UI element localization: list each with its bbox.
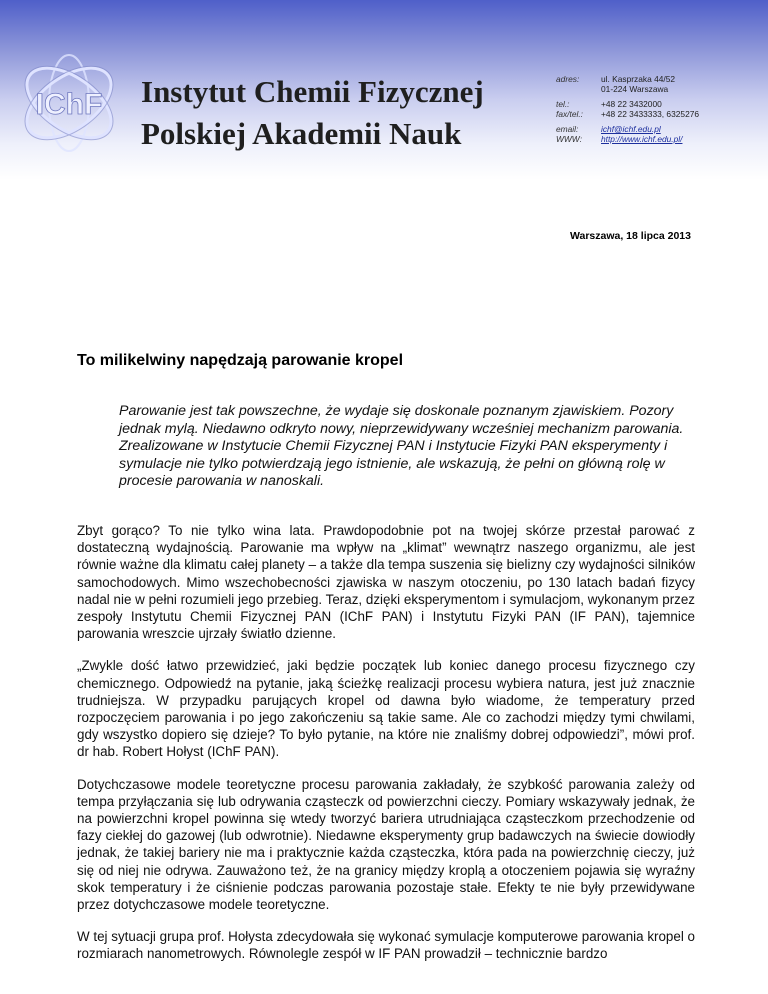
ichf-logo (14, 48, 124, 158)
article-body (77, 522, 695, 978)
fax-value: +48 22 3433333, 6325276 (601, 109, 700, 119)
logo-lettering: IChF (35, 88, 103, 121)
headline: To milikelwiny napędzają parowanie kropel (77, 352, 404, 369)
tel-value: +48 22 3432000 (601, 99, 662, 109)
fax-label: fax/tel.: (556, 109, 583, 119)
address-line1: ul. Kasprzaka 44/52 (601, 74, 676, 84)
www-label: WWW: (556, 134, 583, 144)
tel-label: tel.: (556, 99, 570, 109)
contact-block (556, 74, 756, 144)
email-link[interactable]: ichf@ichf.edu.pl (601, 124, 661, 134)
institute-name-line1: Instytut Chemii Fizycznej (141, 74, 484, 109)
address-label: adres: (556, 74, 580, 84)
institute-name-line2: Polskiej Akademii Nauk (141, 116, 462, 151)
body-paragraph: Dotychczasowe modele teoretyczne procesu parowania zakładały, że szybkość parowania zależy od tempa przyłączania się lub odrywania cząsteczk od powierzchni cieczy. Pomiary wskazywały jednak, że na powierzchni kropel powinna się wtedy tworzyć bariera utrudniająca cząsteczkom przechodzenie od fazy ciekłej do gazowej (lub odwrotnie). Niedawne eksperymenty grup badawczych na świecie dowiodły jednak, że takiej bariery nie ma i praktycznie każda cząsteczka, która pada na powierzchnię cieczy, już się od niej nie odrywa. Zauważono też, że na granicy między kroplą a otoczeniem pojawia się wyraźny skok temperatury i że ciśnienie podczas parowania pozostaje stałe. Efekty te nie były przewidywane przez dotychczasowe modele teoretyczne. (77, 776, 695, 913)
email-label: email: (556, 124, 579, 134)
institute-name (141, 71, 484, 155)
lead-paragraph: Parowanie jest tak powszechne, że wydaje się doskonale poznanym zjawiskiem. Pozory jednak mylą. Niedawno odkryto nowy, nieprzewidywany wcześniej mechanizm parowania. Zrealizowane w Instytucie Chemii Fizycznej PAN i Instytucie Fizyki PAN eksperymenty i symulacje nie tylko potwierdzają jego istnienie, ale wskazują, że pełni on główną rolę w procesie parowania w nanoskali. (119, 403, 684, 489)
body-paragraph: Zbyt gorąco? To nie tylko wina lata. Prawdopodobnie pot na twojej skórze przestał parować z dostateczną wydajnością. Parowanie ma wpływ na „klimat” wewnątrz naszego organizmu, ale jest równie ważne dla klimatu całej planety – a także dla tempa suszenia się bielizny czy wydajności silników samochodowych. Mimo wszechobecności zjawiska w naszym otoczeniu, po 130 latach badań fizycy nadal nie w pełni rozumieli jego przebieg. Teraz, dzięki eksperymentom i symulacjom, wykonanym przez zespoły Instytutu Chemii Fizycznej PAN (IChF PAN) i Instytutu Fizyki PAN (IF PAN), tajemnice parowania wreszcie ujrzały światło dzienne. (77, 523, 695, 642)
document-date: Warszawa, 18 lipca 2013 (569, 230, 691, 242)
body-paragraph: W tej sytuacji grupa prof. Hołysta zdecydowała się wykonać symulacje komputerowe parowania kropel o rozmiarach nanometrowych. Równolegle zespół w IF PAN prowadził – technicznie bardzo (77, 929, 695, 962)
body-paragraph: „Zwykle dość łatwo przewidzieć, jaki będzie początek lub koniec danego procesu fizycznego czy chemicznego. Odpowiedź na pytanie, jaką ścieżkę realizacji procesu wybiera natura, jest już znacznie trudniejsza. W przypadku parujących kropel od dawna było wiadome, że temperatury przed rozpoczęciem parowania i po jego zakończeniu są takie same. Ale co zachodzi między tymi chwilami, gdy wszystko dopiero się dzieje? To było pytanie, na które nie znaliśmy dobrej odpowiedzi”, mówi prof. dr hab. Robert Hołyst (IChF PAN). (77, 658, 695, 760)
website-link[interactable]: http://www.ichf.edu.pl/ (601, 134, 683, 144)
address-line2: 01-224 Warszawa (601, 84, 669, 94)
